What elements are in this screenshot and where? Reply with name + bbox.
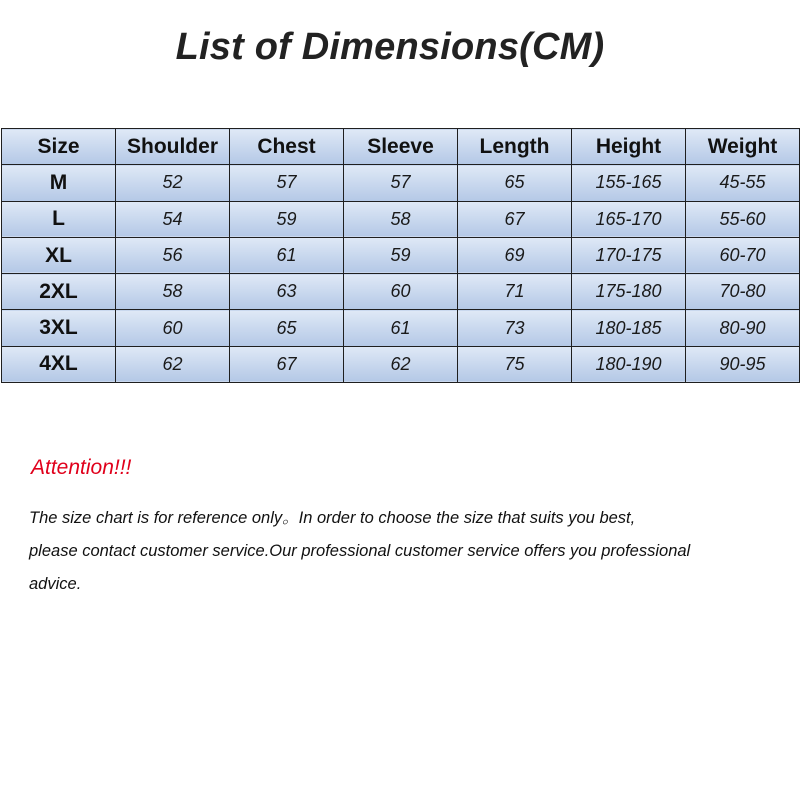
shoulder-cell: 54	[116, 201, 230, 237]
weight-cell: 55-60	[686, 201, 800, 237]
note-line: The size chart is for reference only。In order to choose the size that suits you best,	[29, 509, 636, 527]
chest-cell: 67	[230, 346, 344, 382]
header-size: Size	[2, 129, 116, 165]
note-line: please contact customer service.Our professional customer service offers you professional	[29, 542, 691, 560]
shoulder-cell: 62	[116, 346, 230, 382]
sleeve-cell: 58	[344, 201, 458, 237]
length-cell: 71	[458, 274, 572, 310]
sleeve-cell: 59	[344, 237, 458, 273]
table-row	[2, 165, 800, 201]
length-cell: 65	[458, 165, 572, 201]
height-cell: 170-175	[572, 237, 686, 273]
header-weight: Weight	[686, 129, 800, 165]
table-row	[2, 237, 800, 273]
header-sleeve: Sleeve	[344, 129, 458, 165]
weight-cell: 80-90	[686, 310, 800, 346]
header-height: Height	[572, 129, 686, 165]
weight-cell: 45-55	[686, 165, 800, 201]
weight-cell: 60-70	[686, 237, 800, 273]
table-header-row	[2, 129, 800, 165]
size-cell: L	[2, 201, 116, 237]
table-row	[2, 201, 800, 237]
height-cell: 175-180	[572, 274, 686, 310]
header-length: Length	[458, 129, 572, 165]
shoulder-cell: 52	[116, 165, 230, 201]
size-cell: 4XL	[2, 346, 116, 382]
length-cell: 69	[458, 237, 572, 273]
chest-cell: 57	[230, 165, 344, 201]
header-shoulder: Shoulder	[116, 129, 230, 165]
header-chest: Chest	[230, 129, 344, 165]
length-cell: 75	[458, 346, 572, 382]
height-cell: 165-170	[572, 201, 686, 237]
page-title: List of Dimensions(CM)	[175, 26, 605, 68]
height-cell: 180-190	[572, 346, 686, 382]
chest-cell: 59	[230, 201, 344, 237]
chest-cell: 61	[230, 237, 344, 273]
size-cell: 2XL	[2, 274, 116, 310]
table-row	[2, 274, 800, 310]
attention-heading: Attention!!!	[31, 456, 132, 479]
shoulder-cell: 60	[116, 310, 230, 346]
size-chart-table	[1, 128, 800, 383]
size-cell: M	[2, 165, 116, 201]
chest-cell: 65	[230, 310, 344, 346]
height-cell: 155-165	[572, 165, 686, 201]
table-row	[2, 310, 800, 346]
note-line: advice.	[29, 575, 82, 593]
length-cell: 73	[458, 310, 572, 346]
reference-note	[29, 502, 789, 601]
sleeve-cell: 60	[344, 274, 458, 310]
weight-cell: 70-80	[686, 274, 800, 310]
sleeve-cell: 57	[344, 165, 458, 201]
length-cell: 67	[458, 201, 572, 237]
shoulder-cell: 56	[116, 237, 230, 273]
chest-cell: 63	[230, 274, 344, 310]
table-row	[2, 346, 800, 382]
sleeve-cell: 61	[344, 310, 458, 346]
sleeve-cell: 62	[344, 346, 458, 382]
shoulder-cell: 58	[116, 274, 230, 310]
weight-cell: 90-95	[686, 346, 800, 382]
height-cell: 180-185	[572, 310, 686, 346]
size-cell: 3XL	[2, 310, 116, 346]
size-cell: XL	[2, 237, 116, 273]
